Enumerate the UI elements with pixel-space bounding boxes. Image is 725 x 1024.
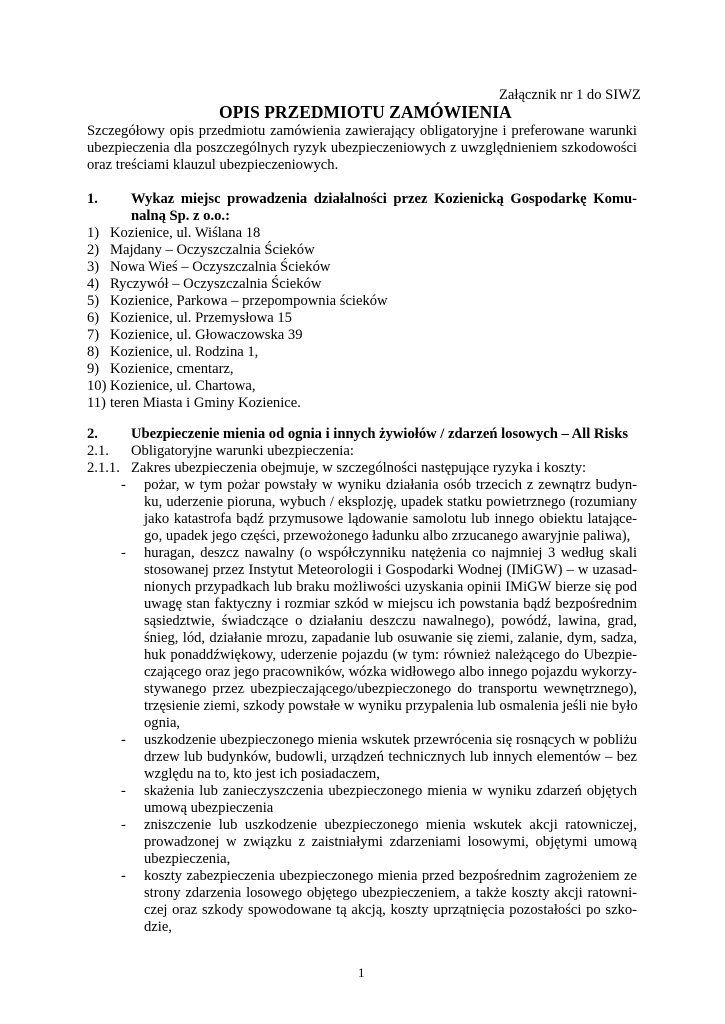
bullet-line: koszty zabezpieczenia ubezpieczonego mienia przed bezpośrednim zagrożeniem ze: [144, 868, 637, 884]
bullet-line: pożar, w tym pożar powstały w wyniku działania osób trzecich z zewnątrz budyn-: [144, 477, 637, 493]
bullet-line: sąsiedztwie, świadczące o działaniu deszczu nawalnego), powódź, lawina, grad,: [144, 613, 637, 629]
bullet-line: umową ubezpieczenia: [144, 800, 274, 816]
intro-line: oraz treściami klauzul ubezpieczeniowych.: [87, 157, 339, 173]
bullet-line: skażenia lub zanieczyszczenia ubezpieczonego mienia w wyniku zdarzeń objętych: [144, 783, 637, 799]
location-number: 7): [87, 327, 100, 343]
location-item: Kozienice, ul. Rodzina 1,: [110, 344, 259, 360]
bullet-marker: -: [121, 545, 126, 561]
location-number: 1): [87, 225, 100, 241]
section-1-number: 1.: [87, 191, 98, 207]
bullet-line: prowadzonej w związku z zaistniałymi zdarzeniami losowymi, objętymi umową: [144, 834, 637, 850]
bullet-marker: -: [121, 817, 126, 833]
location-item: Ryczywół – Oczyszczalnia Ścieków: [110, 276, 322, 292]
bullet-line: drzew lub budynków, budowli, urządzeń technicznych lub innych elementów – bez: [144, 749, 637, 765]
location-number: 5): [87, 293, 100, 309]
bullet-line: jako katastrofa bądź przymusowe lądowanie samolotu lub innego obiektu latające-: [144, 511, 637, 527]
bullet-line: huragan, deszcz nawalny (o współczynniku natężenia co najmniej 3 według skali: [144, 545, 637, 561]
bullet-line: huk ponaddźwiękowy, uderzenie pojazdu (w tym: również należącego do Ubezpie-: [144, 647, 637, 663]
bullet-line: czej oraz szkody spowodowane tą akcją, koszty uprzątnięcia pozostałości po szko-: [144, 902, 637, 918]
page-number: 1: [358, 965, 365, 980]
location-number: 3): [87, 259, 100, 275]
section-1-heading: nalną Sp. z o.o.:: [131, 208, 230, 224]
bullet-line: trzęsienie ziemi, szkody powstałe w wyniku przypalenia lub osmalenia jeśli nie było: [144, 698, 638, 714]
location-number: 9): [87, 361, 100, 377]
location-item: Nowa Wieś – Oczyszczalnia Ścieków: [110, 259, 331, 275]
location-number: 8): [87, 344, 100, 360]
bullet-line: go, upadek jego części, przewożonego ładunku albo zrzucanego awaryjnie paliwa),: [144, 528, 631, 544]
bullet-line: uwagę stan faktyczny i rozmiar szkód w miejscu ich powstania bądź bezpośrednim: [144, 596, 637, 612]
bullet-line: stywanego przez ubezpieczającego/ubezpieczonego do transportu wewnętrznego),: [144, 681, 637, 697]
bullet-line: ubezpieczenia,: [144, 851, 231, 867]
location-number: 2): [87, 242, 100, 258]
bullet-line: dzie,: [144, 919, 172, 935]
location-item: Kozienice, cmentarz,: [110, 361, 234, 377]
bullet-line: strony zdarzenia losowego objętego ubezpieczeniem, a także koszty akcji ratowni-: [144, 885, 637, 901]
location-number: 11): [87, 395, 106, 411]
bullet-line: stosowanej przez Instytut Meteorologii i Gospodarki Wodnej (IMiGW) – w uzasad-: [144, 562, 637, 578]
location-item: Kozienice, ul. Wiślana 18: [110, 225, 261, 241]
attachment-label: Załącznik nr 1 do SIWZ: [499, 87, 641, 103]
subsection-number: 2.1.: [87, 443, 109, 459]
subsubsection-text: Zakres ubezpieczenia obejmuje, w szczególności następujące ryzyka i koszty:: [131, 460, 587, 476]
bullet-marker: -: [121, 783, 126, 799]
bullet-line: uszkodzenie ubezpieczonego mienia wskutek przewrócenia się rosnących w pobliżu: [144, 732, 637, 748]
subsubsection-number: 2.1.1.: [87, 460, 120, 476]
bullet-line: śnieg, lód, działanie mrozu, zapadanie lub osuwanie się ziemi, zalanie, dym, sadza,: [144, 630, 637, 646]
bullet-line: zniszczenie lub uszkodzenie ubezpieczonego mienia wskutek akcji ratowniczej,: [144, 817, 637, 833]
location-number: 4): [87, 276, 100, 292]
section-2-number: 2.: [87, 426, 98, 442]
location-item: Majdany – Oczyszczalnia Ścieków: [110, 242, 315, 258]
location-number: 6): [87, 310, 100, 326]
section-1-heading: Wykaz miejsc prowadzenia działalności przez Kozienicką Gospodarkę Komu-: [131, 191, 637, 207]
bullet-line: względu na to, kto jest ich posiadaczem,: [144, 766, 380, 782]
location-item: Kozienice, ul. Przemysłowa 15: [110, 310, 292, 326]
bullet-line: nionych przypadkach lub braku możliwości uzyskania opinii IMiGW bierze się pod: [144, 579, 637, 595]
bullet-marker: -: [121, 732, 126, 748]
subsection-text: Obligatoryjne warunki ubezpieczenia:: [131, 443, 354, 459]
location-item: Kozienice, Parkowa – przepompownia ścieków: [110, 293, 388, 309]
document-title: OPIS PRZEDMIOTU ZAMÓWIENIA: [219, 102, 512, 122]
section-2-heading: Ubezpieczenie mienia od ognia i innych żywiołów / zdarzeń losowych – All Risks: [131, 426, 628, 442]
location-item: Kozienice, ul. Chartowa,: [110, 378, 256, 394]
intro-line: Szczegółowy opis przedmiotu zamówienia zawierający obligatoryjne i preferowane warunki: [87, 123, 637, 139]
location-item: teren Miasta i Gminy Kozienice.: [110, 395, 301, 411]
bullet-marker: -: [121, 868, 126, 884]
bullet-line: ognia,: [144, 715, 181, 731]
intro-line: ubezpieczenia dla poszczególnych ryzyk ubezpieczeniowych z uwzględnieniem szkodowości: [87, 140, 637, 156]
bullet-line: ku, uderzenie pioruna, wybuch / eksplozję, upadek statku powietrznego (rozumiany: [144, 494, 637, 510]
bullet-marker: -: [121, 477, 126, 493]
location-item: Kozienice, ul. Głowaczowska 39: [110, 327, 303, 343]
location-number: 10): [87, 378, 107, 394]
bullet-line: czającego oraz jego pracowników, wózka widłowego albo innego pojazdu wykorzy-: [144, 664, 637, 680]
